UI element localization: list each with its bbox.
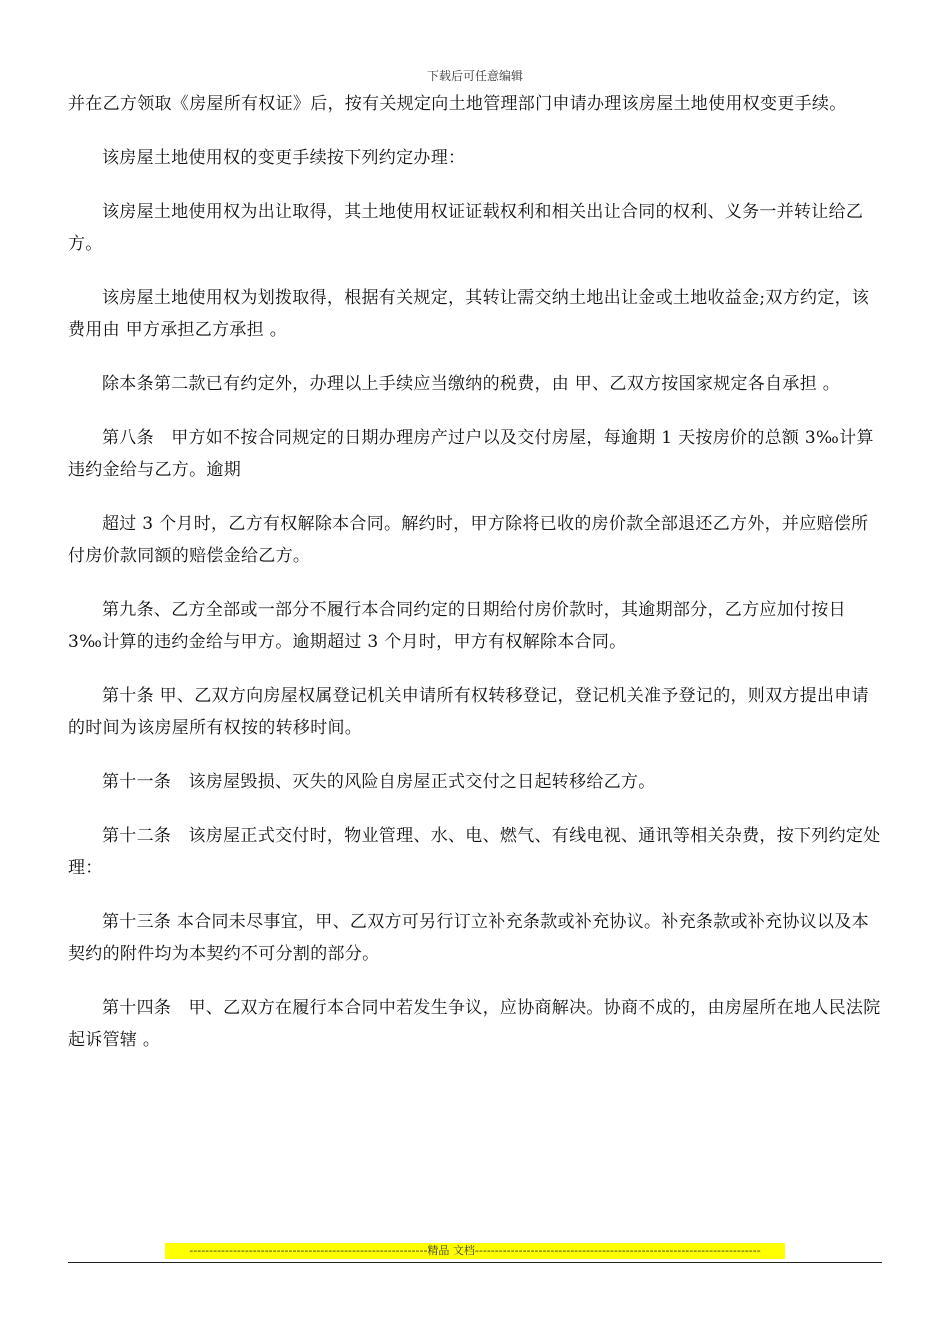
paragraph: 第十二条 该房屋正式交付时，物业管理、水、电、燃气、有线电视、通讯等相关杂费，按下列约定处理： [68, 826, 881, 878]
paragraph: 该房屋土地使用权的变更手续按下列约定办理： [102, 148, 466, 168]
footer-divider [68, 1262, 882, 1263]
paragraph: 第十四条 甲、乙双方在履行本合同中若发生争议，应协商解决。协商不成的，由房屋所在地人民法院起诉管辖 。 [68, 998, 881, 1050]
paragraph: 第十三条 本合同未尽事宜，甲、乙双方可另行订立补充条款或补充协议。补充条款或补充协议以及本契约的附件均为本契约不可分割的部分。 [68, 912, 869, 964]
paragraph: 第十条 甲、乙双方向房屋权属登记机关申请所有权转移登记，登记机关准予登记的，则双方提出申请的时间为该房屋所有权按的转移时间。 [68, 686, 869, 738]
footer-banner: ------------------------------------------------------------精品 文档------------------------------------------------------------------------ [165, 1243, 785, 1259]
paragraph: 该房屋土地使用权为出让取得，其土地使用权证证载权利和相关出让合同的权利、义务一并转让给乙方。 [68, 202, 864, 254]
paragraph: 除本条第二款已有约定外，办理以上手续应当缴纳的税费，由 甲、乙双方按国家规定各自承担 。 [102, 374, 841, 394]
page-header: 下载后可任意编辑 [426, 69, 523, 83]
paragraph: 并在乙方领取《房屋所有权证》后，按有关规定向土地管理部门申请办理该房屋土地使用权变更手续。 [68, 94, 847, 114]
paragraph: 第八条 甲方如不按合同规定的日期办理房产过户以及交付房屋，每逾期 1 天按房价的总额 3‰计算违约金给与乙方。逾期 [68, 428, 874, 480]
paragraph: 第十一条 该房屋毁损、灭失的风险自房屋正式交付之日起转移给乙方。 [102, 772, 656, 792]
paragraph: 第九条、乙方全部或一部分不履行本合同约定的日期给付房价款时，其逾期部分，乙方应加付按日 3‰计算的违约金给与甲方。逾期超过 3 个月时，甲方有权解除本合同。 [68, 600, 846, 652]
paragraph: 超过 3 个月时，乙方有权解除本合同。解约时，甲方除将已收的房价款全部退还乙方外，并应赔偿所付房价款同额的赔偿金给乙方。 [68, 514, 869, 566]
paragraph: 该房屋土地使用权为划拨取得，根据有关规定，其转让需交纳土地出让金或土地收益金;双方约定，该费用由 甲方承担乙方承担 。 [68, 288, 870, 340]
document-body [68, 88, 882, 1078]
